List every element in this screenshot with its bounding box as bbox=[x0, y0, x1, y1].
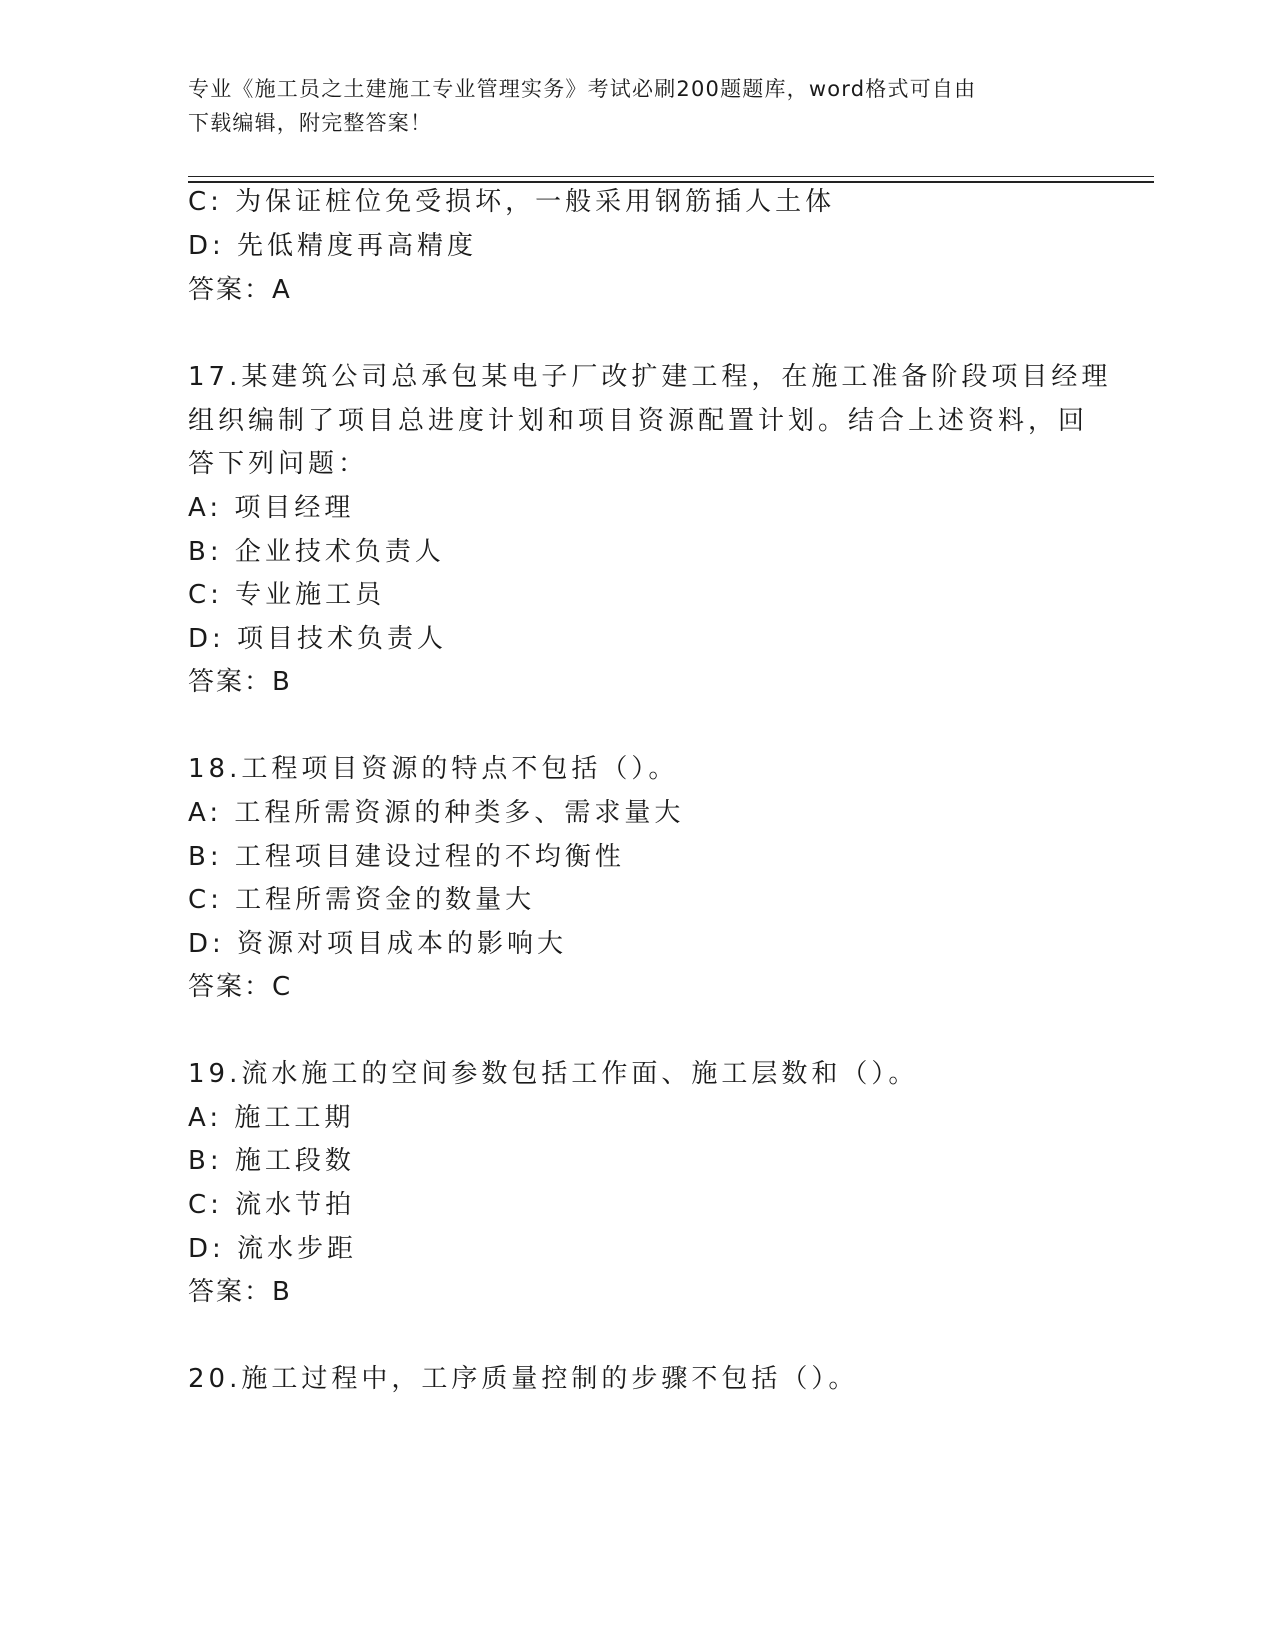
q19-option-a: A: 施工工期 bbox=[188, 1103, 355, 1133]
q19-option-c: C: 流水节拍 bbox=[188, 1190, 356, 1220]
header-line-2: 下载编辑，附完整答案！ bbox=[188, 111, 433, 135]
q18-answer: 答案：C bbox=[188, 972, 293, 1002]
header-line-1: 专业《施工员之土建施工专业管理实务》考试必刷200题题库，word格式可自由 bbox=[188, 77, 977, 101]
q17-stem-line-2: 组织编制了项目总进度计划和项目资源配置计划。结合上述资料，回 bbox=[188, 406, 1089, 436]
q18-option-b: B: 工程项目建设过程的不均衡性 bbox=[188, 842, 625, 872]
q18-option-c: C: 工程所需资金的数量大 bbox=[188, 885, 536, 915]
q18-stem: 18.工程项目资源的特点不包括（）。 bbox=[188, 754, 679, 784]
header-divider-thin bbox=[188, 176, 1154, 177]
q17-stem-line-1: 17.某建筑公司总承包某电子厂改扩建工程，在施工准备阶段项目经理 bbox=[188, 362, 1112, 392]
q19-answer: 答案：B bbox=[188, 1277, 292, 1307]
prev-option-c: C: 为保证桩位免受损坏，一般采用钢筋插人土体 bbox=[188, 187, 836, 217]
q19-option-b: B: 施工段数 bbox=[188, 1146, 355, 1176]
q18-option-d: D: 资源对项目成本的影响大 bbox=[188, 929, 568, 959]
header-divider-thick bbox=[188, 181, 1154, 183]
q19-stem: 19.流水施工的空间参数包括工作面、施工层数和（）。 bbox=[188, 1059, 919, 1089]
prev-answer: 答案：A bbox=[188, 275, 292, 305]
prev-option-d: D: 先低精度再高精度 bbox=[188, 231, 478, 261]
q17-option-a: A: 项目经理 bbox=[188, 493, 355, 523]
q18-option-a: A: 工程所需资源的种类多、需求量大 bbox=[188, 798, 685, 828]
q17-option-c: C: 专业施工员 bbox=[188, 580, 386, 610]
q17-option-b: B: 企业技术负责人 bbox=[188, 537, 445, 567]
q20-stem: 20.施工过程中，工序质量控制的步骤不包括（）。 bbox=[188, 1364, 859, 1394]
q17-answer: 答案：B bbox=[188, 667, 292, 697]
document-header bbox=[188, 72, 1068, 140]
q19-option-d: D: 流水步距 bbox=[188, 1234, 358, 1264]
q17-option-d: D: 项目技术负责人 bbox=[188, 624, 448, 654]
q17-stem-line-3: 答下列问题： bbox=[188, 449, 369, 479]
